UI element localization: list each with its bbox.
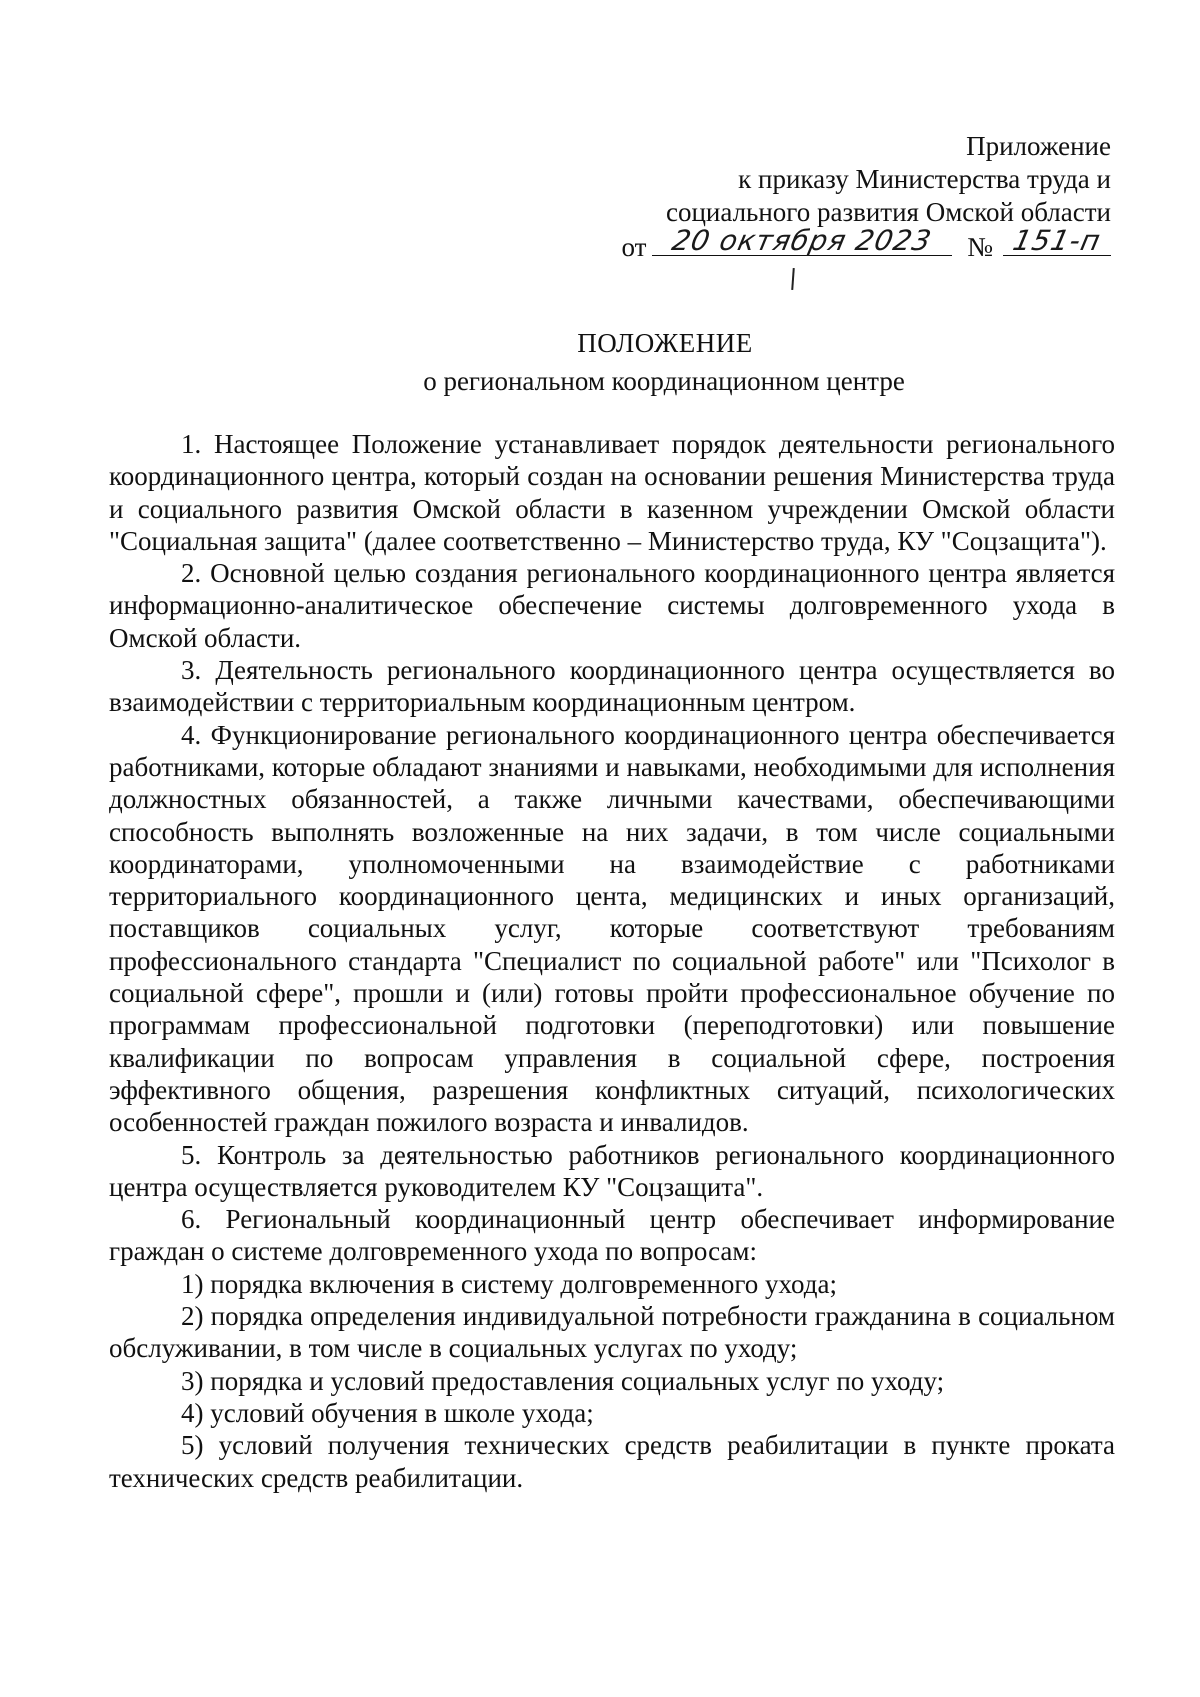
appendix-ministry: социального развития Омской области: [665, 197, 1111, 227]
paragraph-3: 3. Деятельность регионального координационного центра осуществляется во взаимодействии с территориальным координационным центром.: [109, 655, 1115, 718]
order-number-field: [1003, 224, 1111, 257]
appendix-header: [622, 130, 1111, 269]
from-label: от: [621, 232, 647, 262]
paragraph-4: 4. Функционирование регионального координационного центра обеспечивается работниками, которые обладают знаниями и навыками, необходимыми для исполнения должностных обязанностей, а также личными качествами, обеспечивающими способность выполнять возложенные на них задачи, в том числе социальными координаторами, уполномоченными на взаимодействие с работниками территориального координационного цента, медицинских и иных организаций, поставщиков социальных услуг, которые соответствуют требованиям профессионального стандарта "Специалист по социальной работе" или "Психолог в социальной сфере", прошли и (или) готовы пройти профессиональное обучение по программам профессиональной подготовки (переподготовки) или повышение квалификации по вопросам управления в социальной сфере, построения эффективного общения, разрешения конфликтных ситуаций, психологических особенностей граждан пожилого возраста и инвалидов.: [109, 719, 1115, 1138]
paragraph-2: 2. Основной целью создания регионального координационного центра является информационно-аналитическое обеспечение системы долговременного ухода в Омской области.: [109, 558, 1115, 653]
handwritten-number: 151-п: [1010, 224, 1104, 257]
number-label: №: [967, 232, 993, 262]
order-date-field: [652, 224, 952, 257]
paragraph-1: 1. Настоящее Положение устанавливает порядок деятельности регионального координационного центра, который создан на основании решения Министерства труда и социального развития Омской области в казенном учреждении Омской области "Социальная защита" (далее соответственно – Министерство труда, КУ "Соцзащита").: [109, 429, 1115, 556]
list-item-3: 3) порядка и условий предоставления социальных услуг по уходу;: [181, 1365, 945, 1396]
paragraph-5: 5. Контроль за деятельностью работников регионального координационного центра осуществляется руководителем КУ "Соцзащита".: [109, 1139, 1115, 1202]
list-item-5: 5) условий получения технических средств реабилитации в пункте проката технических средств реабилитации.: [109, 1430, 1115, 1493]
order-date-number-line: [621, 224, 1111, 269]
handwritten-stroke: [791, 268, 795, 290]
handwritten-date: 20 октября 2023: [669, 224, 936, 257]
document-title-block: [0, 326, 1200, 398]
list-item-2: 2) порядка определения индивидуальной потребности гражданина в социальном обслуживании, в том числе в социальных услугах по уходу;: [109, 1301, 1115, 1364]
list-item-1: 1) порядка включения в систему долговременного ухода;: [181, 1268, 837, 1299]
appendix-title: Приложение: [966, 131, 1111, 161]
document-title: ПОЛОЖЕНИЕ: [577, 328, 753, 358]
list-item-4: 4) условий обучения в школе ухода;: [181, 1397, 594, 1428]
appendix-order-ref: к приказу Министерства труда и: [738, 164, 1111, 194]
document-body: [109, 428, 1115, 1494]
paragraph-6: 6. Региональный координационный центр обеспечивает информирование граждан о системе долговременного ухода по вопросам:: [109, 1204, 1115, 1267]
document-subtitle: о региональном координационном центре: [423, 366, 905, 396]
